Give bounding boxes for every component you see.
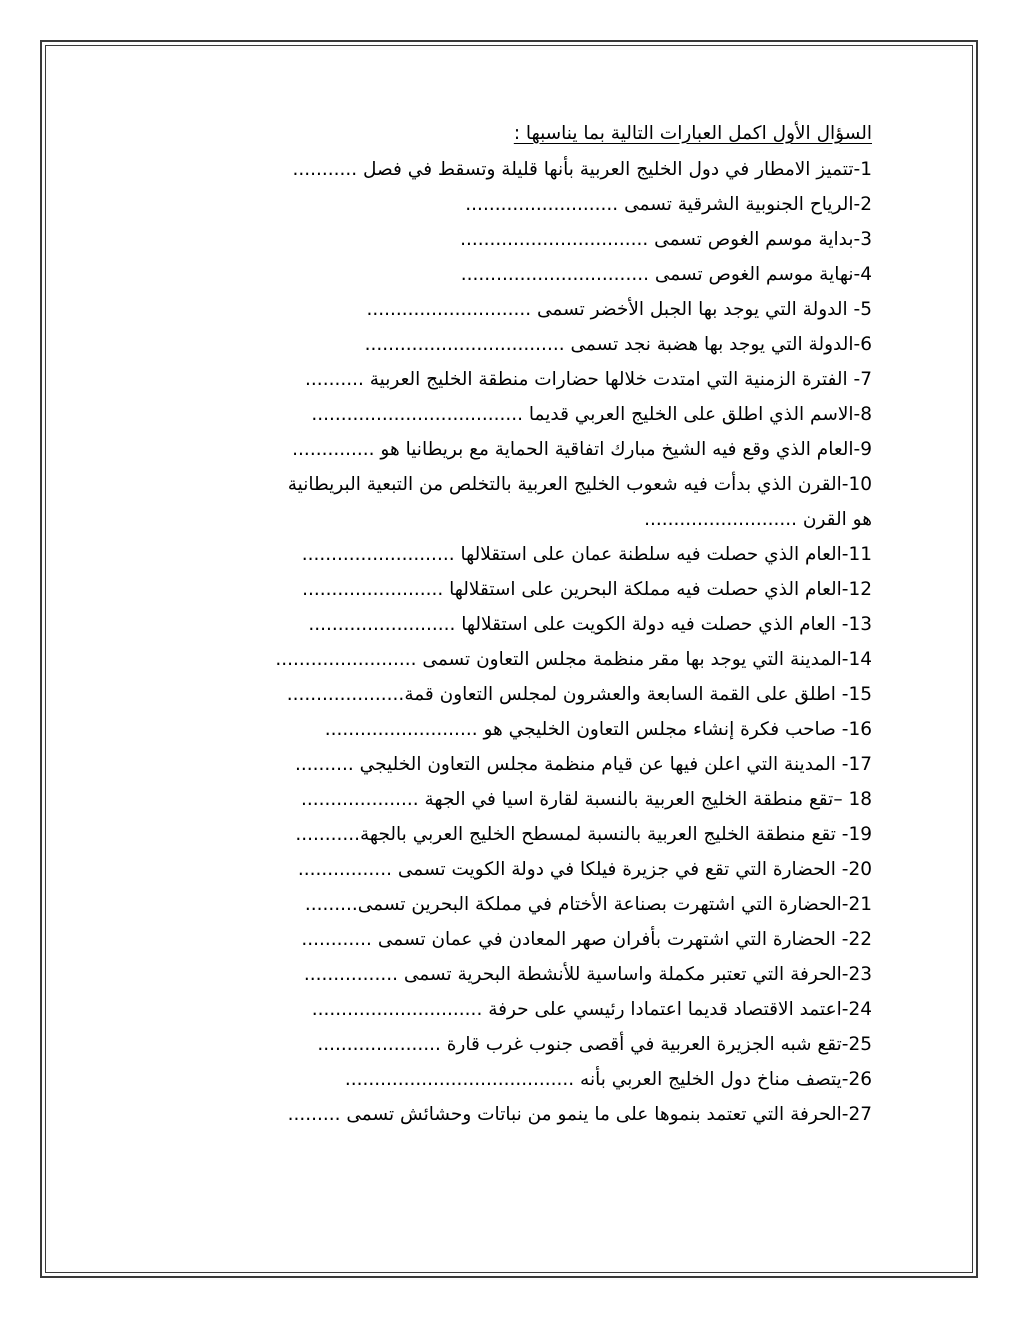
question-item: 20- الحضارة التي تقع في جزيرة فيلكا في دولة الكويت تسمى ................ — [297, 859, 872, 880]
question-item: 3-بداية موسم الغوص تسمى ................................ — [460, 229, 872, 250]
question-item: 23-الحرفة التي تعتبر مكملة واساسية للأنشطة البحرية تسمى ................ — [303, 964, 872, 985]
question-item: 25-تقع شبه الجزيرة العربية في أقصى جنوب غرب قارة ..................... — [317, 1034, 872, 1055]
question-item: 17- المدينة التي اعلن فيها عن قيام منظمة مجلس التعاون الخليجي .......... — [294, 754, 872, 775]
question-item: 12-العام الذي حصلت فيه مملكة البحرين على استقلالها ........................ — [302, 579, 872, 600]
worksheet-content — [210, 116, 872, 1132]
question-item: 2-الرياح الجنوبية الشرقية تسمى .......................... — [465, 194, 872, 215]
question-item: 10-القرن الذي بدأت فيه شعوب الخليج العربية بالتخلص من التبعية البريطانية — [287, 474, 872, 495]
question-item: 15- اطلق على القمة السابعة والعشرون لمجلس التعاون قمة.................... — [286, 684, 872, 705]
question-item: 13- العام الذي حصلت فيه دولة الكويت على استقلالها ......................... — [308, 614, 872, 635]
question-item: 9-العام الذي وقع فيه الشيخ مبارك اتفاقية الحماية مع بريطانيا هو .............. — [292, 439, 872, 460]
question-item: 22- الحضارة التي اشتهرت بأفران صهر المعادن في عمان تسمى ............ — [301, 929, 872, 950]
question-item: 21-الحضارة التي اشتهرت بصناعة الأختام في مملكة البحرين تسمى......... — [304, 894, 872, 915]
question-item: 16- صاحب فكرة إنشاء مجلس التعاون الخليجي هو .......................... — [324, 719, 872, 740]
question-item: 11-العام الذي حصلت فيه سلطنة عمان على استقلالها .......................... — [301, 544, 872, 565]
question-item: 24-اعتمد الاقتصاد قديما اعتمادا رئيسي على حرفة ............................. — [311, 999, 872, 1020]
question-item: 26-يتصف مناخ دول الخليج العربي بأنه ....................................... — [344, 1069, 872, 1090]
question-item: 7- الفترة الزمنية التي امتدت خلالها حضارات منطقة الخليج العربية .......... — [305, 369, 872, 390]
question-item: 14-المدينة التي يوجد بها مقر منظمة مجلس التعاون تسمى ........................ — [275, 649, 872, 670]
question-heading: السؤال الأول اكمل العبارات التالية بما يناسبها : — [513, 123, 872, 144]
question-item: 8-الاسم الذي اطلق على الخليج العربي قديما .................................... — [311, 404, 872, 425]
question-item: 27-الحرفة التي تعتمد بنموها على ما ينمو من نباتات وحشائش تسمى ......... — [287, 1104, 872, 1125]
question-item: 6-الدولة التي يوجد بها هضبة نجد تسمى .................................. — [364, 334, 872, 355]
question-item: 18 –تقع منطقة الخليج العربية بالنسبة لقارة اسيا في الجهة .................... — [301, 789, 872, 810]
question-item: 5- الدولة التي يوجد بها الجبل الأخضر تسمى ............................ — [366, 299, 872, 320]
question-item-continuation: هو القرن .......................... — [644, 509, 872, 530]
question-item: 1-تتميز الامطار في دول الخليج العربية بأنها قليلة وتسقط في فصل ........... — [292, 159, 872, 180]
question-item: 19- تقع منطقة الخليج العربية بالنسبة لمسطح الخليج العربي بالجهة........... — [295, 824, 872, 845]
question-item: 4-نهاية موسم الغوص تسمى ................................ — [460, 264, 872, 285]
